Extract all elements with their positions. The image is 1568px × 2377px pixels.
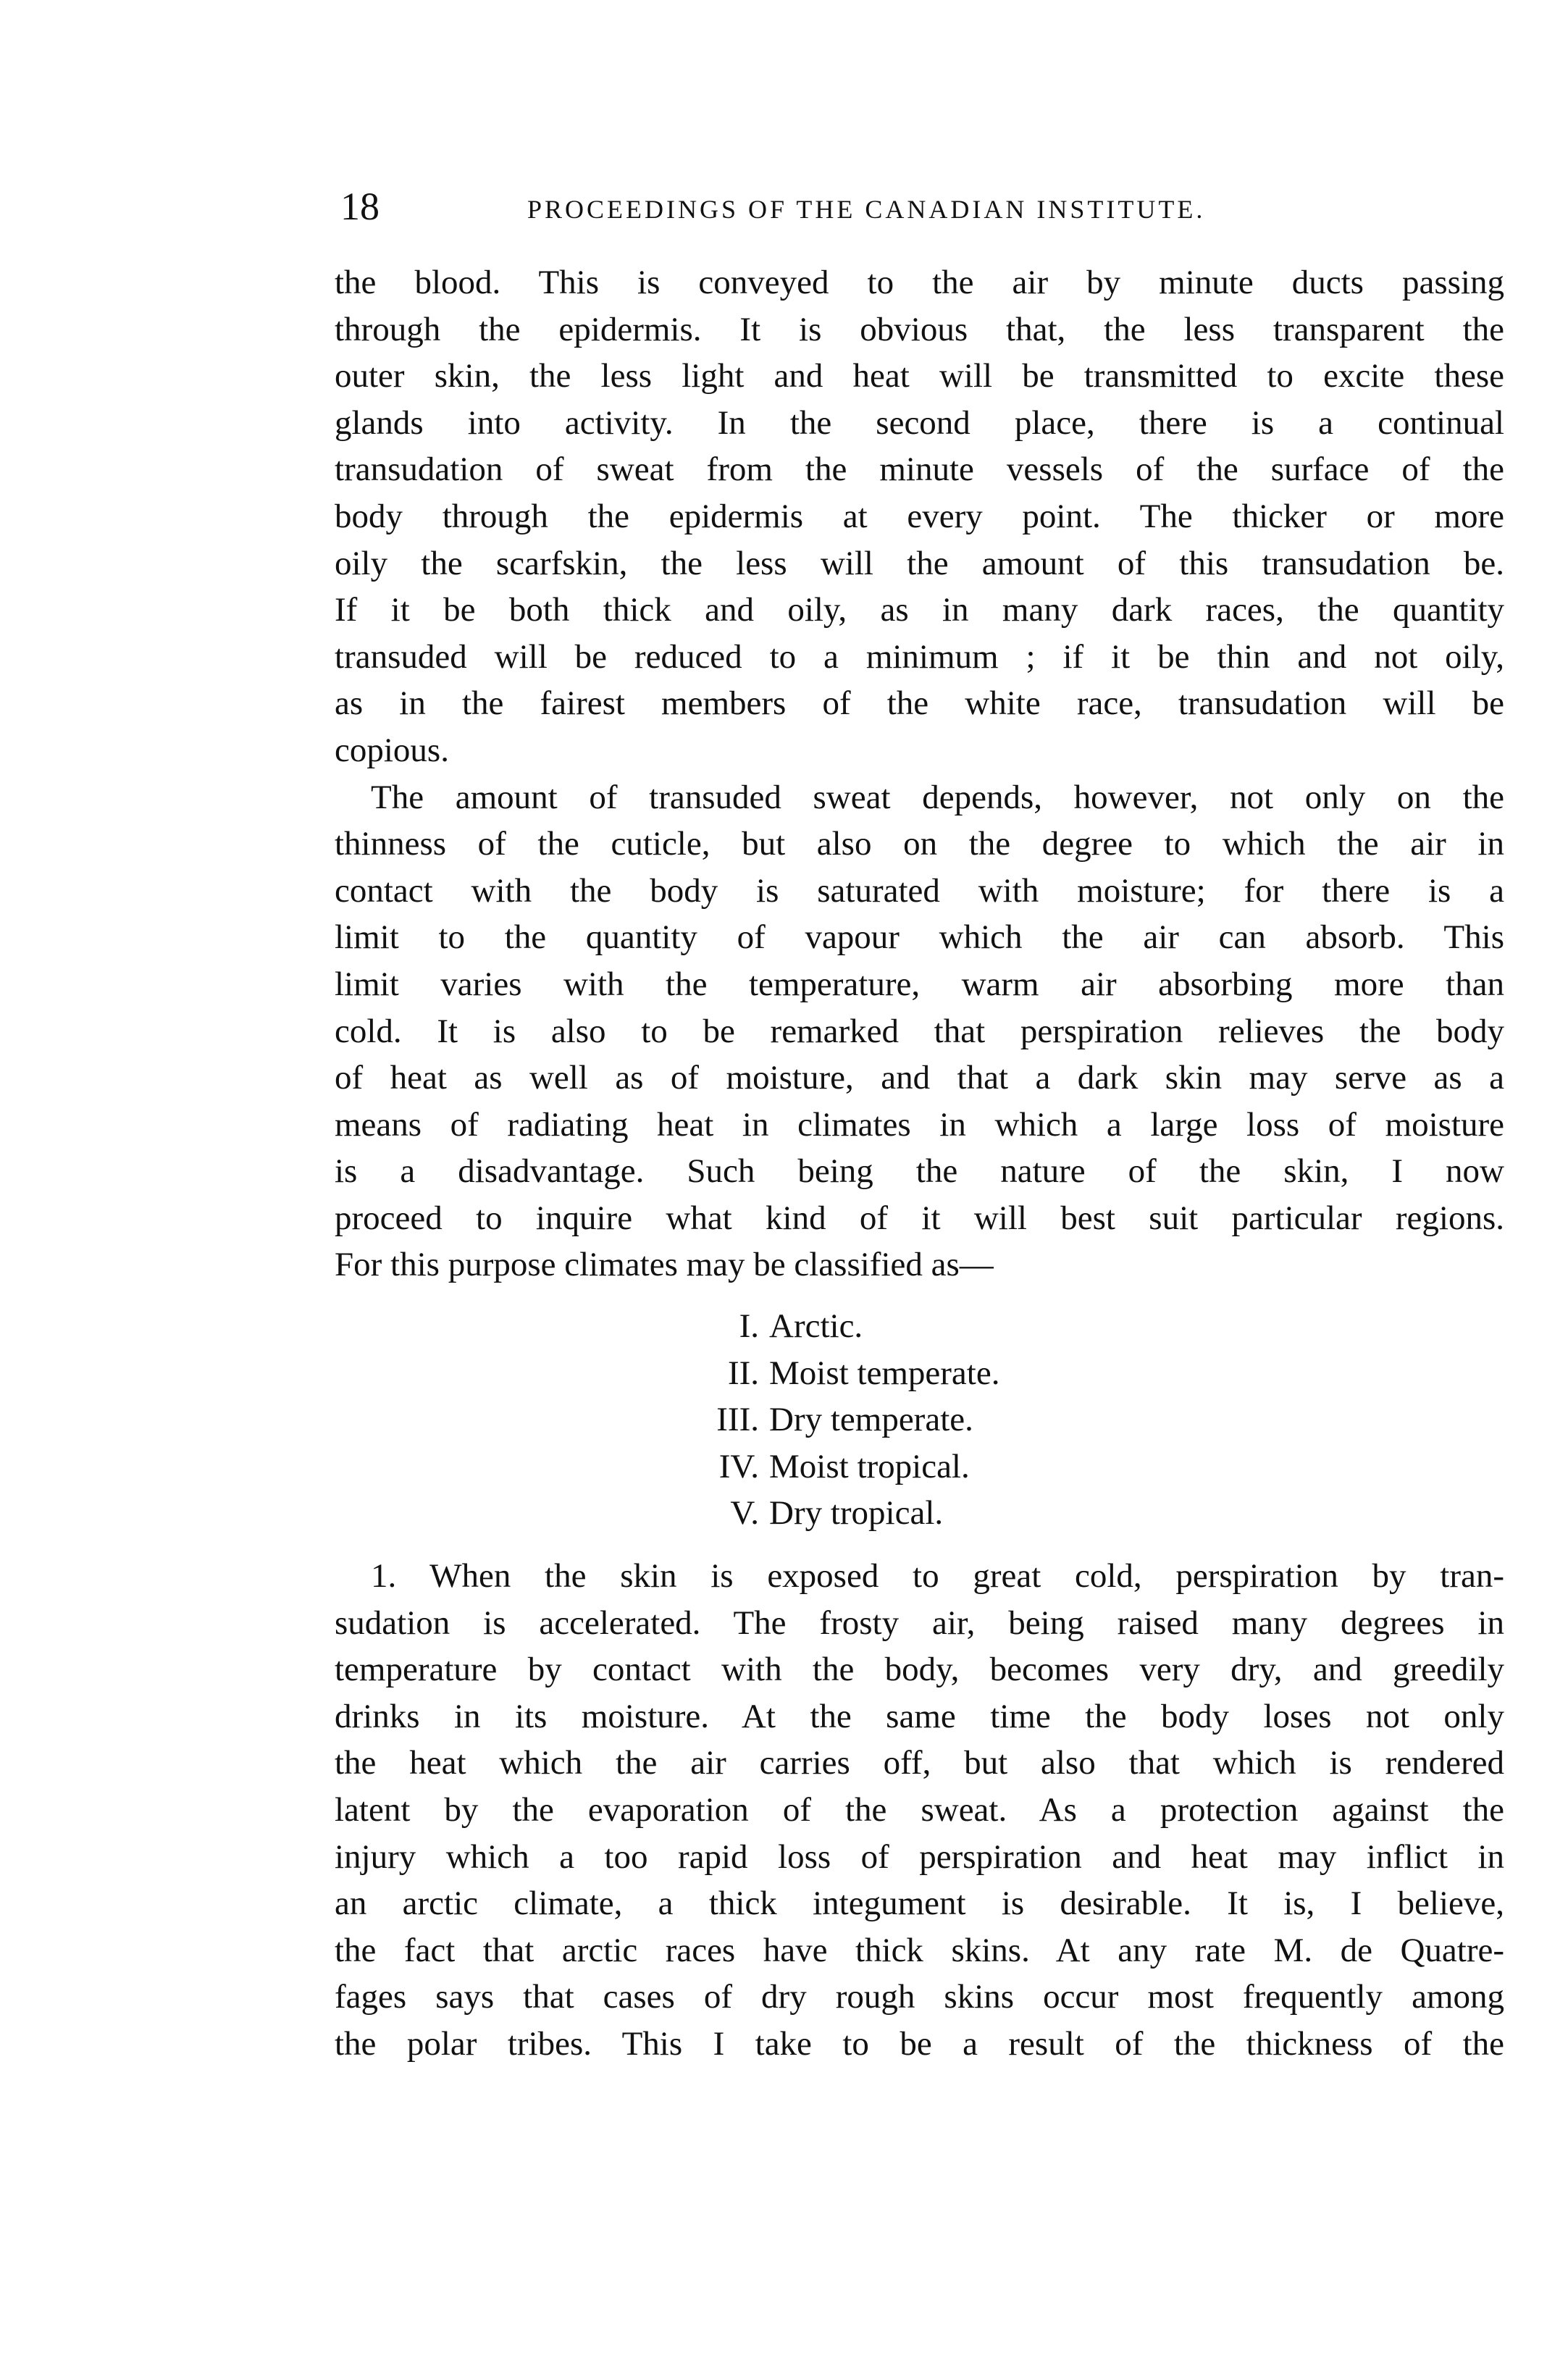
text-line: copious.: [335, 731, 449, 769]
text-line: is a disadvantage. Such being the nature of the skin, I now: [335, 1152, 1504, 1191]
text-line: the polar tribes. This I take to be a result of the thickness of the: [335, 2024, 1504, 2063]
text-line: cold. It is also to be remarked that perspiration relieves the body: [335, 1012, 1504, 1050]
roman-numeral: V.: [730, 1494, 759, 1533]
text-line: as in the fairest members of the white race, transudation will be: [335, 684, 1504, 723]
text-line: proceed to inquire what kind of it will best suit particular regions.: [335, 1199, 1504, 1237]
page-number: 18: [340, 185, 380, 228]
climate-label: Dry temperate.: [769, 1401, 973, 1439]
text-line: body through the epidermis at every point. The thicker or more: [335, 497, 1504, 535]
roman-numeral: II.: [727, 1354, 759, 1392]
text-line: sudation is accelerated. The frosty air, being raised many degrees in: [335, 1603, 1504, 1642]
text-line: of heat as well as of moisture, and that a dark skin may serve as a: [335, 1059, 1504, 1097]
list-item: [335, 1350, 1504, 1397]
text-line: limit to the quantity of vapour which the air can absorb. This: [335, 918, 1504, 957]
roman-numeral: I.: [739, 1307, 759, 1346]
body-text: [335, 259, 1504, 2068]
text-line: 1. When the skin is exposed to great cold, perspiration by tran-: [371, 1557, 1504, 1596]
paragraph-transuded-sweat: [335, 774, 1504, 1289]
text-line: means of radiating heat in climates in which a large loss of moisture: [335, 1105, 1504, 1144]
climate-label: Moist temperate.: [769, 1354, 1000, 1392]
paragraph-blood-transudation: [335, 259, 1504, 774]
roman-numeral: III.: [716, 1401, 759, 1439]
list-item: [335, 1303, 1504, 1350]
text-line: the heat which the air carries off, but also that which is rendered: [335, 1744, 1504, 1782]
page-header: [340, 181, 1514, 232]
text-line: fages says that cases of dry rough skins occur most frequently among: [335, 1978, 1504, 2016]
text-line: glands into activity. In the second place, there is a continual: [335, 403, 1504, 442]
climate-label: Dry tropical.: [769, 1494, 944, 1533]
climate-label: Moist tropical.: [769, 1447, 970, 1485]
text-line: limit varies with the temperature, warm air absorbing more than: [335, 965, 1504, 1003]
text-line: injury which a too rapid loss of perspiration and heat may inflict in: [335, 1837, 1504, 1876]
text-line: temperature by contact with the body, becomes very dry, and greedily: [335, 1651, 1504, 1689]
text-line: transudation of sweat from the minute vessels of the surface of the: [335, 450, 1504, 489]
text-line: latent by the evaporation of the sweat. As a protection against the: [335, 1791, 1504, 1829]
text-line: the blood. This is conveyed to the air by minute ducts passing: [335, 264, 1504, 301]
climate-classification-list: [335, 1303, 1504, 1537]
text-line: transuded will be reduced to a minimum ; if it be thin and not oily,: [335, 637, 1504, 676]
text-line: If it be both thick and oily, as in many dark races, the quantity: [335, 591, 1504, 629]
text-line: an arctic climate, a thick integument is desirable. It is, I believe,: [335, 1885, 1504, 1923]
text-line: For this purpose climates may be classified as—: [335, 1246, 994, 1284]
text-line: outer skin, the less light and heat will be transmitted to excite these: [335, 357, 1504, 395]
text-line: thinness of the cuticle, but also on the degree to which the air in: [335, 825, 1504, 863]
text-line: oily the scarfskin, the less will the amount of this transudation be.: [335, 544, 1504, 582]
list-item: [335, 1443, 1504, 1491]
roman-numeral: IV.: [718, 1447, 759, 1485]
list-item: [335, 1490, 1504, 1537]
text-line: the fact that arctic races have thick skins. At any rate M. de Quatre-: [335, 1931, 1504, 1969]
paragraph-arctic-climate: [335, 1553, 1504, 2068]
text-line: The amount of transuded sweat depends, however, not only on the: [371, 778, 1504, 816]
text-line: through the epidermis. It is obvious that, the less transparent the: [335, 310, 1504, 348]
climate-label: Arctic.: [769, 1307, 863, 1346]
text-line: drinks in its moisture. At the same time the body loses not only: [335, 1697, 1504, 1735]
running-head: PROCEEDINGS OF THE CANADIAN INSTITUTE.: [527, 195, 1206, 224]
text-line: contact with the body is saturated with moisture; for there is a: [335, 871, 1504, 910]
list-item: [335, 1396, 1504, 1443]
